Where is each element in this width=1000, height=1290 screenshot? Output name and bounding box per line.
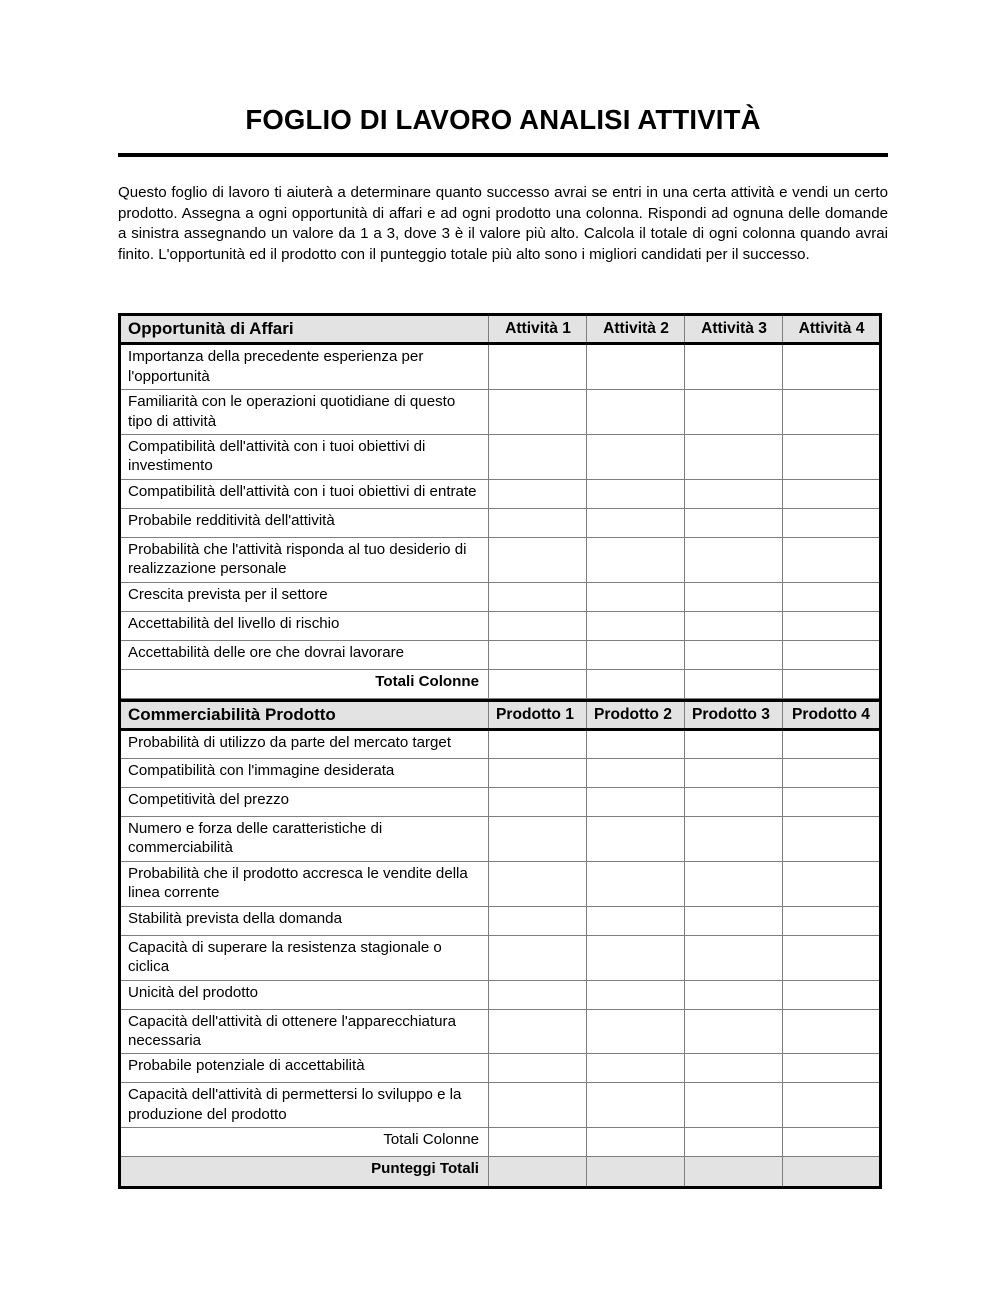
business-table-header-row — [120, 315, 881, 344]
table-row — [120, 537, 881, 582]
business-cell-3-2[interactable] — [587, 435, 685, 480]
product-cell-6-1[interactable] — [489, 906, 587, 935]
product-cell-8-4[interactable] — [783, 980, 881, 1009]
product-row-label-1: Probabilità di utilizzo da parte del mercato target — [120, 730, 489, 759]
product-cell-2-2[interactable] — [587, 759, 685, 788]
product-cell-1-3[interactable] — [685, 730, 783, 759]
grand-total-2[interactable] — [587, 1157, 685, 1188]
table-row — [120, 344, 881, 390]
product-cell-1-2[interactable] — [587, 730, 685, 759]
business-cell-2-1[interactable] — [489, 390, 587, 435]
business-cell-7-4[interactable] — [783, 582, 881, 611]
business-cell-4-3[interactable] — [685, 479, 783, 508]
product-cell-4-1[interactable] — [489, 817, 587, 862]
grand-total-3[interactable] — [685, 1157, 783, 1188]
product-cell-7-2[interactable] — [587, 935, 685, 980]
product-total-2[interactable] — [587, 1128, 685, 1157]
product-cell-2-3[interactable] — [685, 759, 783, 788]
business-cell-8-1[interactable] — [489, 611, 587, 640]
product-row-label-7: Capacità di superare la resistenza stagionale o ciclica — [120, 935, 489, 980]
product-totals-label: Totali Colonne — [120, 1128, 489, 1157]
product-cell-3-3[interactable] — [685, 788, 783, 817]
business-row-label-5: Probabile redditività dell'attività — [120, 508, 489, 537]
business-cell-5-1[interactable] — [489, 508, 587, 537]
business-cell-7-3[interactable] — [685, 582, 783, 611]
grand-total-row — [120, 1157, 881, 1188]
business-cell-9-3[interactable] — [685, 640, 783, 669]
product-cell-2-4[interactable] — [783, 759, 881, 788]
product-row-label-3: Competitività del prezzo — [120, 788, 489, 817]
grand-total-label: Punteggi Totali — [120, 1157, 489, 1188]
business-cell-6-4[interactable] — [783, 537, 881, 582]
title-block — [118, 104, 888, 157]
product-cell-2-1[interactable] — [489, 759, 587, 788]
business-total-1[interactable] — [489, 669, 587, 698]
product-cell-11-4[interactable] — [783, 1083, 881, 1128]
table-row — [120, 788, 881, 817]
business-table-body — [120, 344, 881, 698]
product-cell-1-4[interactable] — [783, 730, 881, 759]
product-table-body — [120, 730, 881, 1188]
business-cell-9-2[interactable] — [587, 640, 685, 669]
business-cell-9-4[interactable] — [783, 640, 881, 669]
table-row — [120, 508, 881, 537]
table-row — [120, 435, 881, 480]
business-row-label-7: Crescita prevista per il settore — [120, 582, 489, 611]
product-cell-8-1[interactable] — [489, 980, 587, 1009]
product-cell-5-2[interactable] — [587, 861, 685, 906]
business-cell-3-1[interactable] — [489, 435, 587, 480]
business-cell-5-2[interactable] — [587, 508, 685, 537]
business-row-label-2: Familiarità con le operazioni quotidiane di questo tipo di attività — [120, 390, 489, 435]
product-cell-10-4[interactable] — [783, 1054, 881, 1083]
page-title: FOGLIO DI LAVORO ANALISI ATTIVITÀ — [245, 104, 761, 135]
product-cell-4-4[interactable] — [783, 817, 881, 862]
table-row — [120, 640, 881, 669]
table-row — [120, 861, 881, 906]
worksheet-tables — [118, 313, 880, 1189]
table-row — [120, 759, 881, 788]
product-table-header-label: Commerciabilità Prodotto — [120, 700, 489, 729]
business-cell-2-4[interactable] — [783, 390, 881, 435]
product-cell-11-2[interactable] — [587, 1083, 685, 1128]
business-cell-3-4[interactable] — [783, 435, 881, 480]
product-row-label-9: Capacità dell'attività di ottenere l'apparecchiatura necessaria — [120, 1009, 489, 1054]
business-total-4[interactable] — [783, 669, 881, 698]
table-row — [120, 935, 881, 980]
product-cell-1-1[interactable] — [489, 730, 587, 759]
product-cell-11-1[interactable] — [489, 1083, 587, 1128]
product-cell-9-1[interactable] — [489, 1009, 587, 1054]
product-cell-3-2[interactable] — [587, 788, 685, 817]
product-cell-8-2[interactable] — [587, 980, 685, 1009]
business-cell-4-1[interactable] — [489, 479, 587, 508]
business-cell-1-4[interactable] — [783, 344, 881, 390]
business-total-2[interactable] — [587, 669, 685, 698]
product-cell-10-3[interactable] — [685, 1054, 783, 1083]
intro-paragraph: Questo foglio di lavoro ti aiuterà a determinare quanto successo avrai se entri in una certa attività e vendi un certo prodotto. Assegna a ogni opportunità di affari e ad ogni prodotto una colonna. Rispondi ad ognuna delle domande a sinistra assegnando un valore da 1 a 3, dove 3 è il valore più alto. Calcola il totale di ogni colonna quando avrai finito. L'opportunità ed il prodotto con il punteggio totale più alto sono i migliori candidati per il successo. — [118, 184, 888, 263]
product-row-label-6: Stabilità prevista della domanda — [120, 906, 489, 935]
business-row-label-9: Accettabilità delle ore che dovrai lavorare — [120, 640, 489, 669]
business-opportunity-table — [118, 313, 882, 699]
business-cell-8-2[interactable] — [587, 611, 685, 640]
product-row-label-2: Compatibilità con l'immagine desiderata — [120, 759, 489, 788]
product-column-header-2: Prodotto 2 — [587, 700, 685, 729]
product-column-header-3: Prodotto 3 — [685, 700, 783, 729]
product-total-4[interactable] — [783, 1128, 881, 1157]
business-cell-1-2[interactable] — [587, 344, 685, 390]
business-cell-7-2[interactable] — [587, 582, 685, 611]
product-cell-11-3[interactable] — [685, 1083, 783, 1128]
business-cell-5-3[interactable] — [685, 508, 783, 537]
business-total-3[interactable] — [685, 669, 783, 698]
product-cell-6-3[interactable] — [685, 906, 783, 935]
product-cell-9-4[interactable] — [783, 1009, 881, 1054]
product-total-1[interactable] — [489, 1128, 587, 1157]
product-cell-10-1[interactable] — [489, 1054, 587, 1083]
business-cell-8-4[interactable] — [783, 611, 881, 640]
product-row-label-5: Probabilità che il prodotto accresca le vendite della linea corrente — [120, 861, 489, 906]
product-cell-9-3[interactable] — [685, 1009, 783, 1054]
business-cell-4-4[interactable] — [783, 479, 881, 508]
product-row-label-4: Numero e forza delle caratteristiche di commerciabilità — [120, 817, 489, 862]
product-cell-5-3[interactable] — [685, 861, 783, 906]
business-column-header-3: Attività 3 — [685, 315, 783, 344]
product-total-3[interactable] — [685, 1128, 783, 1157]
table-row — [120, 730, 881, 759]
table-row — [120, 817, 881, 862]
table-row — [120, 611, 881, 640]
table-row — [120, 1054, 881, 1083]
title-divider — [118, 153, 888, 157]
product-column-header-4: Prodotto 4 — [783, 700, 881, 729]
business-column-header-1: Attività 1 — [489, 315, 587, 344]
business-cell-6-1[interactable] — [489, 537, 587, 582]
business-column-header-2: Attività 2 — [587, 315, 685, 344]
business-row-label-6: Probabilità che l'attività risponda al tuo desiderio di realizzazione personale — [120, 537, 489, 582]
business-cell-5-4[interactable] — [783, 508, 881, 537]
product-marketability-table — [118, 699, 882, 1189]
product-cell-3-4[interactable] — [783, 788, 881, 817]
product-cell-4-3[interactable] — [685, 817, 783, 862]
product-cell-9-2[interactable] — [587, 1009, 685, 1054]
product-cell-7-3[interactable] — [685, 935, 783, 980]
business-totals-label: Totali Colonne — [120, 669, 489, 698]
grand-total-1[interactable] — [489, 1157, 587, 1188]
product-cell-4-2[interactable] — [587, 817, 685, 862]
product-cell-7-1[interactable] — [489, 935, 587, 980]
product-cell-5-1[interactable] — [489, 861, 587, 906]
table-row — [120, 1083, 881, 1128]
business-row-label-8: Accettabilità del livello di rischio — [120, 611, 489, 640]
business-row-label-1: Importanza della precedente esperienza per l'opportunità — [120, 344, 489, 390]
business-cell-1-1[interactable] — [489, 344, 587, 390]
table-row — [120, 390, 881, 435]
table-row — [120, 980, 881, 1009]
business-totals-row — [120, 669, 881, 698]
business-cell-3-3[interactable] — [685, 435, 783, 480]
product-cell-6-4[interactable] — [783, 906, 881, 935]
business-table-header-label: Opportunità di Affari — [120, 315, 489, 344]
business-cell-6-2[interactable] — [587, 537, 685, 582]
business-cell-2-2[interactable] — [587, 390, 685, 435]
business-row-label-3: Compatibilità dell'attività con i tuoi obiettivi di investimento — [120, 435, 489, 480]
business-cell-1-3[interactable] — [685, 344, 783, 390]
product-row-label-11: Capacità dell'attività di permettersi lo sviluppo e la produzione del prodotto — [120, 1083, 489, 1128]
table-row — [120, 906, 881, 935]
business-cell-8-3[interactable] — [685, 611, 783, 640]
business-cell-9-1[interactable] — [489, 640, 587, 669]
business-row-label-4: Compatibilità dell'attività con i tuoi obiettivi di entrate — [120, 479, 489, 508]
business-cell-6-3[interactable] — [685, 537, 783, 582]
business-column-header-4: Attività 4 — [783, 315, 881, 344]
grand-total-4[interactable] — [783, 1157, 881, 1188]
product-totals-row — [120, 1128, 881, 1157]
business-cell-4-2[interactable] — [587, 479, 685, 508]
product-cell-5-4[interactable] — [783, 861, 881, 906]
product-cell-6-2[interactable] — [587, 906, 685, 935]
product-cell-3-1[interactable] — [489, 788, 587, 817]
product-column-header-1: Prodotto 1 — [489, 700, 587, 729]
product-table-header-row — [120, 700, 881, 729]
table-row — [120, 1009, 881, 1054]
product-cell-10-2[interactable] — [587, 1054, 685, 1083]
business-cell-7-1[interactable] — [489, 582, 587, 611]
business-cell-2-3[interactable] — [685, 390, 783, 435]
table-row — [120, 479, 881, 508]
product-cell-8-3[interactable] — [685, 980, 783, 1009]
table-row — [120, 582, 881, 611]
product-row-label-10: Probabile potenziale di accettabilità — [120, 1054, 489, 1083]
product-row-label-8: Unicità del prodotto — [120, 980, 489, 1009]
product-cell-7-4[interactable] — [783, 935, 881, 980]
